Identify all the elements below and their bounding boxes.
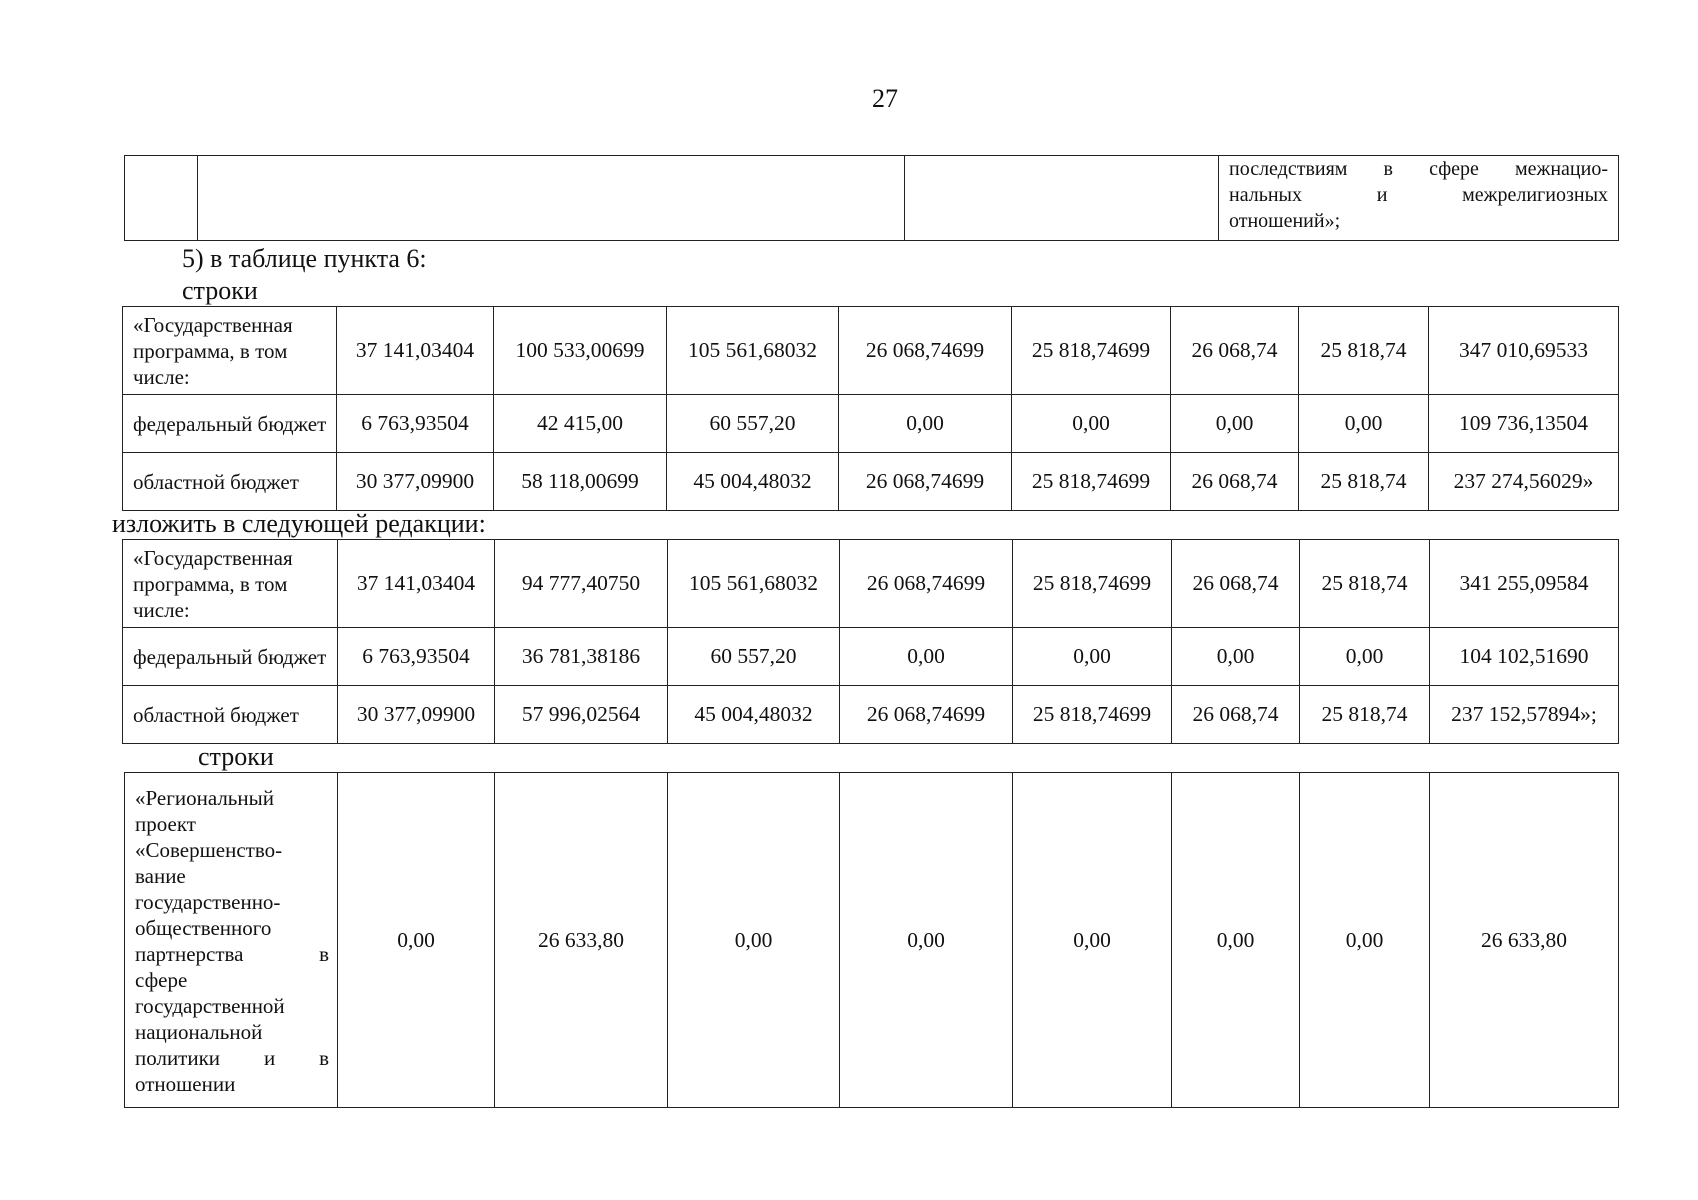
value-cell: 26 068,74699 (839, 307, 1012, 395)
word: в (319, 1045, 329, 1070)
table-row (125, 773, 1619, 1108)
value-cell: 60 557,20 (667, 395, 839, 453)
word: «Региональный (135, 785, 274, 810)
word: государственно- (135, 889, 281, 914)
text-line (1229, 208, 1608, 234)
value-cell: 30 377,09900 (338, 686, 495, 744)
value-cell: 94 777,40750 (495, 540, 668, 628)
label-line (135, 1045, 329, 1071)
word: и (263, 1045, 276, 1070)
empty-cell (198, 156, 905, 241)
word: проект (135, 811, 196, 836)
table-row (123, 540, 1619, 628)
word: в (319, 941, 329, 966)
value-cell: 42 415,00 (494, 395, 667, 453)
value-cell: 25 818,74699 (1013, 686, 1172, 744)
word: сфере (135, 967, 188, 992)
value-cell: 25 818,74 (1300, 540, 1430, 628)
value-cell: 0,00 (338, 773, 495, 1108)
value-cell: 0,00 (839, 395, 1012, 453)
text-line (1229, 156, 1608, 182)
label-line (135, 811, 329, 837)
table-row (123, 686, 1619, 744)
value-cell: 25 818,74699 (1013, 540, 1172, 628)
value-cell: 26 068,74699 (839, 453, 1012, 511)
word: межрелигиозных (1462, 184, 1608, 206)
value-cell: 0,00 (1172, 628, 1300, 686)
table-row (123, 453, 1619, 511)
word: отношений»; (1229, 210, 1341, 232)
label-stroki: строки (182, 276, 258, 305)
value-cell: 0,00 (1300, 773, 1430, 1108)
value-cell: 60 557,20 (668, 628, 840, 686)
value-cell: 341 255,09584 (1430, 540, 1619, 628)
value-cell: 45 004,48032 (668, 686, 840, 744)
value-cell: 0,00 (1172, 773, 1300, 1108)
value-cell: 26 068,74 (1171, 307, 1299, 395)
label-line (135, 941, 329, 967)
word: в (1383, 158, 1393, 180)
value-cell: 0,00 (1300, 628, 1430, 686)
value-cell: 25 818,74 (1299, 453, 1429, 511)
value-cell: 0,00 (840, 628, 1013, 686)
word: политики (135, 1045, 221, 1070)
row-label: областной бюджет (123, 453, 337, 511)
value-cell: 58 118,00699 (494, 453, 667, 511)
word: последствиям (1229, 158, 1348, 180)
value-cell: 237 274,56029» (1429, 453, 1619, 511)
label-line (135, 993, 329, 1019)
value-cell: 25 818,74 (1300, 686, 1430, 744)
label-line (135, 863, 329, 889)
continuation-table (124, 155, 1619, 241)
word: государственной (135, 993, 285, 1018)
word: партнерства (135, 941, 244, 966)
row-label: «Государственная программа, в том числе: (123, 307, 337, 395)
value-cell: 26 633,80 (495, 773, 668, 1108)
empty-cell (905, 156, 1219, 241)
value-cell: 6 763,93504 (338, 628, 495, 686)
value-cell: 109 736,13504 (1429, 395, 1619, 453)
word: и (1376, 184, 1388, 206)
value-cell: 0,00 (668, 773, 840, 1108)
label-line (135, 1071, 329, 1097)
word: отношении (135, 1071, 236, 1096)
word: сфере (1429, 158, 1479, 180)
value-cell: 105 561,68032 (668, 540, 840, 628)
value-cell: 105 561,68032 (667, 307, 839, 395)
label-line (135, 837, 329, 863)
value-cell: 237 152,57894»; (1430, 686, 1619, 744)
word: нальных (1229, 184, 1302, 206)
value-cell: 0,00 (1013, 628, 1172, 686)
value-cell: 0,00 (1171, 395, 1299, 453)
label-line (135, 889, 329, 915)
continuation-text-cell (1219, 156, 1619, 241)
label-line (135, 967, 329, 993)
value-cell: 25 818,74699 (1012, 307, 1171, 395)
value-cell: 26 068,74699 (840, 540, 1013, 628)
value-cell: 0,00 (840, 773, 1013, 1108)
word: вание (135, 863, 186, 888)
value-cell: 30 377,09900 (337, 453, 494, 511)
value-cell: 100 533,00699 (494, 307, 667, 395)
value-cell: 25 818,74699 (1012, 453, 1171, 511)
word: межнацио- (1515, 158, 1608, 180)
value-cell: 25 818,74 (1299, 307, 1429, 395)
value-cell: 0,00 (1013, 773, 1172, 1108)
value-cell: 104 102,51690 (1430, 628, 1619, 686)
value-cell: 37 141,03404 (338, 540, 495, 628)
value-cell: 26 068,74 (1171, 453, 1299, 511)
value-cell: 347 010,69533 (1429, 307, 1619, 395)
value-cell: 36 781,38186 (495, 628, 668, 686)
value-cell: 37 141,03404 (337, 307, 494, 395)
value-cell: 26 633,80 (1430, 773, 1619, 1108)
row-label: областной бюджет (123, 686, 338, 744)
paragraph-5: 5) в таблице пункта 6: (182, 244, 427, 273)
row-label: федеральный бюджет (123, 395, 337, 453)
word: национальной (135, 1019, 263, 1044)
row-label: федеральный бюджет (123, 628, 338, 686)
empty-cell (125, 156, 198, 241)
word: общественного (135, 915, 272, 940)
value-cell: 57 996,02564 (495, 686, 668, 744)
page-number: 27 (872, 84, 898, 113)
table-project-row (124, 772, 1619, 1108)
value-cell: 26 068,74699 (840, 686, 1013, 744)
value-cell: 45 004,48032 (667, 453, 839, 511)
value-cell: 26 068,74 (1172, 540, 1300, 628)
text-line (1229, 182, 1608, 208)
word: «Совершенство- (135, 837, 283, 862)
value-cell: 6 763,93504 (337, 395, 494, 453)
value-cell: 0,00 (1012, 395, 1171, 453)
label-line (135, 915, 329, 941)
value-cell: 26 068,74 (1172, 686, 1300, 744)
row-label: «Государственная программа, в том числе: (123, 540, 338, 628)
table-row (123, 628, 1619, 686)
label-line (135, 785, 329, 811)
label-line (135, 1019, 329, 1045)
row-label (125, 773, 338, 1108)
table-row (123, 307, 1619, 395)
table-row (123, 395, 1619, 453)
paragraph-izlozhit: изложить в следующей редакции: (112, 509, 486, 538)
table-new-rows (122, 539, 1619, 744)
value-cell: 0,00 (1299, 395, 1429, 453)
label-stroki-2: строки (198, 742, 274, 771)
table-old-rows (122, 306, 1619, 511)
